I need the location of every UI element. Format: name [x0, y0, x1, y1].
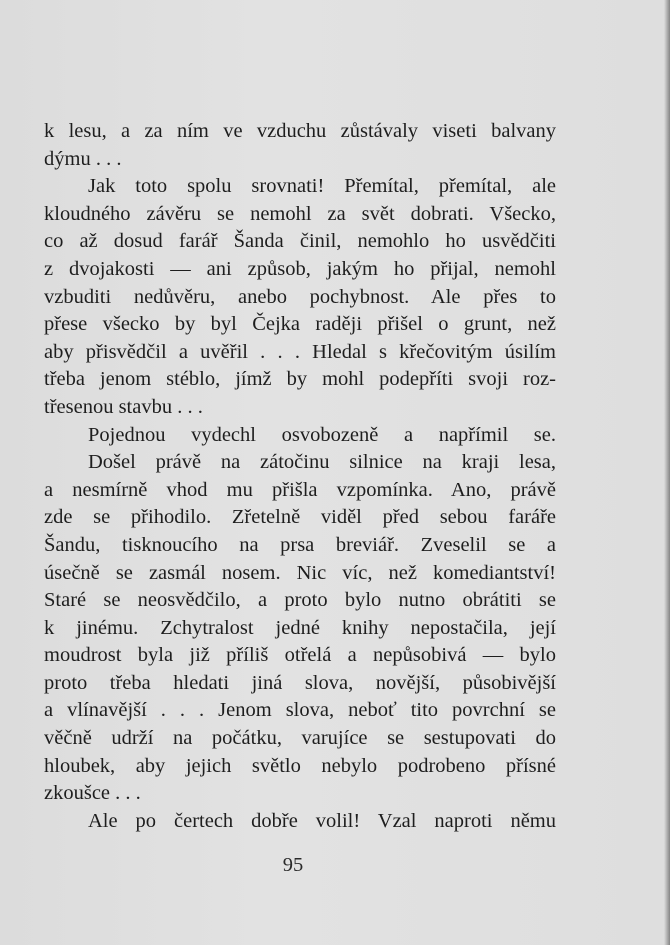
text-line: zkoušce . . . [44, 782, 141, 805]
text-line: Pojednou vydechl osvobozeně a napřímil se. [88, 423, 556, 446]
text-line: kloudného závěru se nemohl za svět dobrati. Všecko, [44, 202, 556, 225]
text-line: Jak toto spolu srovnati! Přemítal, přemítal, ale [88, 175, 556, 198]
text-line: třesenou stavbu . . . [44, 395, 203, 418]
text-line: moudrost byla již příliš otřelá a nepůsobivá — bylo [44, 644, 556, 667]
page-number: 95 [282, 854, 304, 876]
text-line: vzbuditi nedůvěru, anebo pochybnost. Ale přes to [44, 285, 556, 308]
text-line: přese všecko by byl Čejka raději přišel o grunt, než [44, 313, 556, 336]
text-line: třeba jenom stéblo, jímž by mohl podepříti svoji roz- [44, 368, 556, 391]
text-line: věčně udrží na počátku, varujíce se sestupovati do [44, 727, 556, 750]
text-line: a nesmírně vhod mu přišla vzpomínka. Ano, právě [44, 478, 556, 501]
text-line: Ale po čertech dobře volil! Vzal naproti němu [88, 809, 556, 832]
text-line: co až dosud farář Šanda činil, nemohlo ho usvědčiti [44, 230, 556, 253]
text-line: k jinému. Zchytralost jedné knihy nepostačila, její [44, 616, 556, 639]
text-line: úsečně se zasmál nosem. Nic víc, než komediantství! [44, 561, 556, 584]
text-line: Došel právě na zátočinu silnice na kraji lesa, [88, 451, 556, 474]
text-line: dýmu . . . [44, 147, 122, 170]
text-line: Šandu, tisknoucího na prsa breviář. Zveselil se a [44, 533, 556, 556]
text-line: a vlínavější . . . Jenom slova, neboť tito povrchní se [44, 699, 556, 722]
text-line: Staré se neosvědčilo, a proto bylo nutno obrátiti se [44, 589, 556, 612]
body-text [44, 118, 556, 835]
page-edge-shadow [664, 0, 670, 945]
text-line: z dvojakosti — ani způsob, jakým ho přijal, nemohl [44, 257, 556, 280]
text-line: k lesu, a za ním ve vzduchu zůstávaly viseti balvany [44, 120, 556, 142]
text-line: zde se přihodilo. Zřetelně viděl před sebou faráře [44, 506, 556, 529]
text-line: proto třeba hledati jiná slova, novější, působivější [44, 671, 556, 694]
text-line: hloubek, aby jejich světlo nebylo podrobeno přísné [44, 754, 556, 777]
text-line: aby přisvědčil a uvěřil . . . Hledal s křečovitým úsilím [44, 340, 556, 363]
